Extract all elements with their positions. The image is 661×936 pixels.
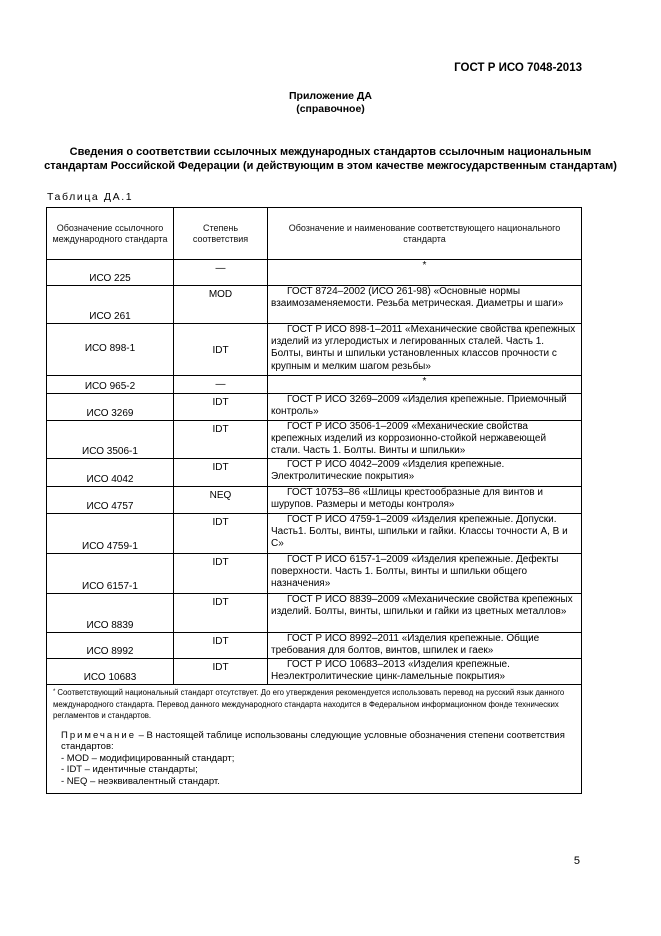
note-text: – В настоящей таблице использованы следующие условные обозначения степени соответствия стандартов: (61, 729, 565, 752)
table-row (47, 594, 582, 633)
correspondence-table (46, 207, 582, 794)
cell-national (268, 286, 582, 324)
cell-degree: IDT (174, 324, 268, 376)
cell-degree: IDT (174, 633, 268, 659)
footnote-text: Соответствующий национальный стандарт отсутствует. До его утверждения рекомендуется использовать перевод на русский язык данного международного стандарта. Перевод данного международного стандарта находится в Федеральном информационном фонде технических регламентов и стандартов. (53, 688, 565, 720)
note-intro (53, 730, 575, 753)
cell-national (268, 487, 582, 514)
cell-iso: ИСО 3506-1 (47, 421, 174, 459)
footnote-marker: * (53, 689, 56, 695)
national-text: ГОСТ Р ИСО 8992–2011 «Изделия крепежные. Общие требования для болтов, винтов, шпилек и гаек» (271, 633, 540, 657)
table-row (47, 286, 582, 324)
national-text: ГОСТ Р ИСО 3506-1–2009 «Механические свойства крепежных изделий из коррозионно-стойкой нержавеющей стали. Часть 1. Болты. Винты и шпильки» (271, 421, 547, 457)
cell-national (268, 514, 582, 554)
cell-national (268, 659, 582, 685)
table-note (53, 730, 575, 788)
annex-title: Приложение ДА (289, 90, 372, 102)
cell-iso: ИСО 6157-1 (47, 554, 174, 594)
table-footer (47, 685, 582, 794)
cell-degree: IDT (174, 554, 268, 594)
column-header-iso: Обозначение ссылочного международного стандарта (47, 208, 174, 260)
national-text: ГОСТ Р ИСО 898-1–2011 «Механические свойства крепежных изделий из углеродистых и легированных сталей. Часть 1. Болты, винты и шпильки установленных классов прочности с крупным и мелким шагом резьбы» (271, 324, 576, 372)
cell-national (268, 594, 582, 633)
table-row (47, 394, 582, 421)
table-row (47, 459, 582, 487)
annex-subtitle: (справочное) (296, 103, 365, 115)
cell-national (268, 459, 582, 487)
note-item: - IDT – идентичные стандарты; (61, 764, 198, 775)
annex-heading (0, 90, 661, 116)
national-text: ГОСТ Р ИСО 10683–2013 «Изделия крепежные. Неэлектролитические цинк-ламельные покрытия» (271, 659, 510, 683)
cell-iso: ИСО 8839 (47, 594, 174, 633)
cell-iso: ИСО 8992 (47, 633, 174, 659)
cell-degree: — (174, 260, 268, 286)
page-number: 5 (573, 855, 580, 867)
table-header-row (47, 208, 582, 260)
cell-iso: ИСО 3269 (47, 394, 174, 421)
column-header-degree: Степень соответствия (174, 208, 268, 260)
cell-national: * (268, 260, 582, 286)
cell-national: * (268, 376, 582, 394)
cell-degree: IDT (174, 594, 268, 633)
national-text: ГОСТ 10753–86 «Шлицы крестообразные для винтов и шурупов. Размеры и методы контроля» (271, 487, 543, 511)
table-row (47, 659, 582, 685)
cell-degree: MOD (174, 286, 268, 324)
cell-national (268, 394, 582, 421)
cell-national (268, 554, 582, 594)
national-text: ГОСТ Р ИСО 4042–2009 «Изделия крепежные. Электролитические покрытия» (271, 459, 505, 483)
note-item: - NEQ – неэквивалентный стандарт. (61, 775, 220, 787)
cell-degree: IDT (174, 394, 268, 421)
cell-degree: IDT (174, 459, 268, 487)
table-row (47, 514, 582, 554)
cell-national (268, 324, 582, 376)
national-text: ГОСТ Р ИСО 6157-1–2009 «Изделия крепежные. Дефекты поверхности. Часть 1. Болты, винты и шпильки общего назначения» (271, 554, 559, 590)
table-row (47, 554, 582, 594)
national-text: ГОСТ Р ИСО 8839–2009 «Механические свойства крепежных изделий. Болты, винты, шпильки и гайки из цветных металлов» (271, 594, 573, 618)
cell-degree: IDT (174, 514, 268, 554)
table-row (47, 376, 582, 394)
cell-degree: NEQ (174, 487, 268, 514)
cell-iso: ИСО 898-1 (47, 324, 174, 376)
cell-iso: ИСО 261 (47, 286, 174, 324)
national-text: ГОСТ 8724–2002 (ИСО 261-98) «Основные нормы взаимозаменяемости. Резьба метрическая. Диаметры и шаги» (271, 286, 564, 310)
cell-iso: ИСО 4759-1 (47, 514, 174, 554)
cell-national (268, 633, 582, 659)
cell-national (268, 421, 582, 459)
table-row (47, 324, 582, 376)
section-heading: Сведения о соответствии ссылочных международных стандартов ссылочным национальным стандартам Российской Федерации (и действующим в этом качестве межгосударственным стандартам) (44, 146, 617, 172)
footnote (53, 687, 575, 722)
table-row (47, 633, 582, 659)
note-label: Примечание (61, 729, 136, 741)
cell-degree: IDT (174, 421, 268, 459)
table-row (47, 487, 582, 514)
table-footer-row (47, 685, 582, 794)
standard-code: ГОСТ Р ИСО 7048-2013 (454, 62, 582, 74)
column-header-national: Обозначение и наименование соответствующего национального стандарта (268, 208, 582, 260)
cell-iso: ИСО 965-2 (47, 376, 174, 394)
national-text: ГОСТ Р ИСО 4759-1–2009 «Изделия крепежные. Допуски. Часть1. Болты, винты, шпильки и гайки. Классы точности A, B и C» (271, 514, 568, 550)
cell-iso: ИСО 10683 (47, 659, 174, 685)
table-row (47, 260, 582, 286)
cell-iso: ИСО 225 (47, 260, 174, 286)
cell-iso: ИСО 4042 (47, 459, 174, 487)
cell-degree: IDT (174, 659, 268, 685)
national-text: ГОСТ Р ИСО 3269–2009 «Изделия крепежные. Приемочный контроль» (271, 394, 567, 418)
table-row (47, 421, 582, 459)
cell-iso: ИСО 4757 (47, 487, 174, 514)
cell-degree: — (174, 376, 268, 394)
note-item: - MOD – модифицированный стандарт; (61, 752, 235, 764)
table-label: Таблица ДА.1 (47, 191, 134, 203)
